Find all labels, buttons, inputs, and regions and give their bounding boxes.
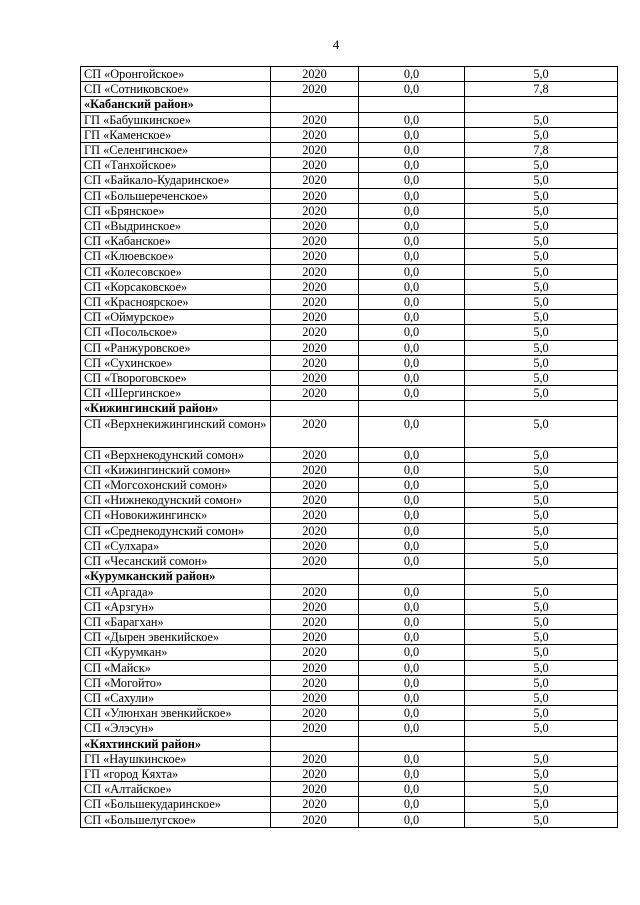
value-cell-2: 5,0 xyxy=(465,295,618,310)
value-cell-1: 0,0 xyxy=(359,614,465,629)
year-cell: 2020 xyxy=(271,219,359,234)
value-cell-1: 0,0 xyxy=(359,325,465,340)
table-body xyxy=(81,67,618,828)
value-cell-1: 0,0 xyxy=(359,706,465,721)
year-cell xyxy=(271,569,359,584)
table-row xyxy=(81,660,618,675)
table-row xyxy=(81,127,618,142)
settlement-name: СП «Сухинское» xyxy=(81,355,271,370)
value-cell-2: 5,0 xyxy=(465,721,618,736)
value-cell-2: 5,0 xyxy=(465,478,618,493)
settlement-name: СП «Верхнекодунский сомон» xyxy=(81,447,271,462)
value-cell-2: 5,0 xyxy=(465,188,618,203)
settlement-name: СП «Среднекодунский сомон» xyxy=(81,523,271,538)
year-cell: 2020 xyxy=(271,645,359,660)
value-cell-2: 5,0 xyxy=(465,493,618,508)
settlement-name: СП «Танхойское» xyxy=(81,158,271,173)
settlement-name: СП «Верхнекижингинский сомон» xyxy=(81,416,271,447)
settlement-name: СП «Дырен эвенкийское» xyxy=(81,630,271,645)
value-cell-2: 5,0 xyxy=(465,158,618,173)
district-name: «Кяхтинский район» xyxy=(81,736,271,751)
value-cell-1: 0,0 xyxy=(359,812,465,827)
table-row xyxy=(81,203,618,218)
year-cell: 2020 xyxy=(271,67,359,82)
value-cell-1: 0,0 xyxy=(359,173,465,188)
value-cell-1: 0,0 xyxy=(359,264,465,279)
value-cell-2: 5,0 xyxy=(465,584,618,599)
settlement-name: ГП «город Кяхта» xyxy=(81,766,271,781)
settlement-name: СП «Шергинское» xyxy=(81,386,271,401)
settlement-name: СП «Курумкан» xyxy=(81,645,271,660)
year-cell: 2020 xyxy=(271,371,359,386)
year-cell: 2020 xyxy=(271,310,359,325)
table-row xyxy=(81,812,618,827)
year-cell: 2020 xyxy=(271,690,359,705)
table-row xyxy=(81,675,618,690)
year-cell: 2020 xyxy=(271,386,359,401)
value-cell-2: 5,0 xyxy=(465,173,618,188)
year-cell: 2020 xyxy=(271,295,359,310)
table-row xyxy=(81,554,618,569)
value-cell-1: 0,0 xyxy=(359,797,465,812)
year-cell: 2020 xyxy=(271,279,359,294)
value-cell-1: 0,0 xyxy=(359,355,465,370)
table-row xyxy=(81,599,618,614)
year-cell: 2020 xyxy=(271,143,359,158)
district-header-row xyxy=(81,736,618,751)
table-row xyxy=(81,630,618,645)
value-cell-1: 0,0 xyxy=(359,143,465,158)
year-cell: 2020 xyxy=(271,766,359,781)
table-row xyxy=(81,219,618,234)
value-cell-1: 0,0 xyxy=(359,721,465,736)
table-row xyxy=(81,690,618,705)
value-cell-1: 0,0 xyxy=(359,112,465,127)
settlement-name: ГП «Наушкинское» xyxy=(81,751,271,766)
page-number: 4 xyxy=(332,37,340,52)
value-cell-2: 5,0 xyxy=(465,554,618,569)
value-cell-2: 5,0 xyxy=(465,630,618,645)
table-row xyxy=(81,508,618,523)
value-cell-2: 5,0 xyxy=(465,675,618,690)
year-cell xyxy=(271,97,359,112)
year-cell: 2020 xyxy=(271,706,359,721)
settlement-name: СП «Могсохонский сомон» xyxy=(81,478,271,493)
settlement-name: СП «Могойто» xyxy=(81,675,271,690)
value-cell-2: 5,0 xyxy=(465,203,618,218)
value-cell-1: 0,0 xyxy=(359,554,465,569)
value-cell-1: 0,0 xyxy=(359,234,465,249)
table-row xyxy=(81,67,618,82)
settlement-name: СП «Сахули» xyxy=(81,690,271,705)
settlement-name: СП «Кижингинский сомон» xyxy=(81,462,271,477)
settlement-name: СП «Байкало-Кударинское» xyxy=(81,173,271,188)
settlement-name: СП «Улюнхан эвенкийское» xyxy=(81,706,271,721)
year-cell: 2020 xyxy=(271,234,359,249)
value-cell-2: 5,0 xyxy=(465,660,618,675)
table-row xyxy=(81,249,618,264)
district-header-row xyxy=(81,569,618,584)
settlement-name: СП «Корсаковское» xyxy=(81,279,271,294)
settlement-name: СП «Нижнекодунский сомон» xyxy=(81,493,271,508)
value-cell-2: 5,0 xyxy=(465,462,618,477)
value-cell-2: 5,0 xyxy=(465,751,618,766)
year-cell: 2020 xyxy=(271,188,359,203)
table-row xyxy=(81,325,618,340)
year-cell: 2020 xyxy=(271,599,359,614)
value-cell-2: 5,0 xyxy=(465,127,618,142)
settlement-name: СП «Большекударинское» xyxy=(81,797,271,812)
year-cell: 2020 xyxy=(271,462,359,477)
year-cell xyxy=(271,401,359,416)
value-cell-2: 5,0 xyxy=(465,234,618,249)
value-cell-2: 5,0 xyxy=(465,386,618,401)
settlement-name: СП «Ранжуровское» xyxy=(81,340,271,355)
value-cell-1: 0,0 xyxy=(359,386,465,401)
table-row xyxy=(81,478,618,493)
value-cell-2: 5,0 xyxy=(465,416,618,447)
settlement-name: СП «Аргада» xyxy=(81,584,271,599)
table-row xyxy=(81,355,618,370)
value-cell-1: 0,0 xyxy=(359,478,465,493)
district-header-row xyxy=(81,401,618,416)
settlement-name: СП «Колесовское» xyxy=(81,264,271,279)
value-cell-2: 5,0 xyxy=(465,614,618,629)
value-cell-1: 0,0 xyxy=(359,340,465,355)
year-cell: 2020 xyxy=(271,660,359,675)
value-cell-2: 5,0 xyxy=(465,310,618,325)
value-cell-2 xyxy=(465,736,618,751)
table-row xyxy=(81,614,618,629)
value-cell-2: 5,0 xyxy=(465,690,618,705)
value-cell-1: 0,0 xyxy=(359,599,465,614)
value-cell-1: 0,0 xyxy=(359,462,465,477)
settlement-name: ГП «Селенгинское» xyxy=(81,143,271,158)
settlement-name: СП «Выдринское» xyxy=(81,219,271,234)
year-cell: 2020 xyxy=(271,812,359,827)
value-cell-2: 5,0 xyxy=(465,447,618,462)
year-cell: 2020 xyxy=(271,82,359,97)
value-cell-1: 0,0 xyxy=(359,493,465,508)
value-cell-2: 5,0 xyxy=(465,325,618,340)
year-cell: 2020 xyxy=(271,203,359,218)
value-cell-1: 0,0 xyxy=(359,630,465,645)
year-cell: 2020 xyxy=(271,523,359,538)
settlement-name: СП «Алтайское» xyxy=(81,782,271,797)
table-row xyxy=(81,295,618,310)
district-header-row xyxy=(81,97,618,112)
table-row xyxy=(81,584,618,599)
year-cell: 2020 xyxy=(271,264,359,279)
year-cell: 2020 xyxy=(271,538,359,553)
settlement-name: СП «Майск» xyxy=(81,660,271,675)
value-cell-1 xyxy=(359,736,465,751)
settlement-name: СП «Брянское» xyxy=(81,203,271,218)
value-cell-2: 5,0 xyxy=(465,599,618,614)
settlement-name: СП «Посольское» xyxy=(81,325,271,340)
value-cell-1: 0,0 xyxy=(359,67,465,82)
year-cell: 2020 xyxy=(271,340,359,355)
table-row xyxy=(81,782,618,797)
table-row xyxy=(81,706,618,721)
table-row xyxy=(81,766,618,781)
year-cell: 2020 xyxy=(271,249,359,264)
value-cell-1: 0,0 xyxy=(359,584,465,599)
value-cell-2: 5,0 xyxy=(465,371,618,386)
settlement-name: СП «Оймурское» xyxy=(81,310,271,325)
value-cell-2: 5,0 xyxy=(465,355,618,370)
table-row xyxy=(81,386,618,401)
table-row xyxy=(81,523,618,538)
value-cell-2: 5,0 xyxy=(465,508,618,523)
settlement-name: СП «Барагхан» xyxy=(81,614,271,629)
table-row xyxy=(81,371,618,386)
year-cell: 2020 xyxy=(271,508,359,523)
value-cell-2: 5,0 xyxy=(465,219,618,234)
value-cell-2: 5,0 xyxy=(465,279,618,294)
year-cell: 2020 xyxy=(271,173,359,188)
table-row xyxy=(81,188,618,203)
value-cell-2: 5,0 xyxy=(465,812,618,827)
value-cell-2 xyxy=(465,401,618,416)
year-cell xyxy=(271,736,359,751)
value-cell-1: 0,0 xyxy=(359,645,465,660)
value-cell-2: 5,0 xyxy=(465,340,618,355)
value-cell-1: 0,0 xyxy=(359,751,465,766)
table-row xyxy=(81,112,618,127)
value-cell-1 xyxy=(359,401,465,416)
settlement-name: ГП «Бабушкинское» xyxy=(81,112,271,127)
table-row xyxy=(81,447,618,462)
value-cell-1: 0,0 xyxy=(359,371,465,386)
value-cell-2: 7,8 xyxy=(465,143,618,158)
value-cell-1: 0,0 xyxy=(359,219,465,234)
year-cell: 2020 xyxy=(271,782,359,797)
year-cell: 2020 xyxy=(271,721,359,736)
settlement-name: СП «Большереченское» xyxy=(81,188,271,203)
value-cell-1: 0,0 xyxy=(359,675,465,690)
value-cell-1: 0,0 xyxy=(359,660,465,675)
table-row xyxy=(81,645,618,660)
value-cell-1: 0,0 xyxy=(359,127,465,142)
district-name: «Кижингинский район» xyxy=(81,401,271,416)
settlement-name: СП «Красноярское» xyxy=(81,295,271,310)
value-cell-1: 0,0 xyxy=(359,690,465,705)
settlement-name: СП «Сотниковское» xyxy=(81,82,271,97)
value-cell-1: 0,0 xyxy=(359,766,465,781)
year-cell: 2020 xyxy=(271,630,359,645)
value-cell-2: 5,0 xyxy=(465,782,618,797)
value-cell-2 xyxy=(465,97,618,112)
value-cell-1: 0,0 xyxy=(359,416,465,447)
settlement-name: СП «Кабанское» xyxy=(81,234,271,249)
value-cell-1: 0,0 xyxy=(359,310,465,325)
value-cell-2: 5,0 xyxy=(465,645,618,660)
year-cell: 2020 xyxy=(271,493,359,508)
settlement-name: ГП «Каменское» xyxy=(81,127,271,142)
table-row xyxy=(81,264,618,279)
year-cell: 2020 xyxy=(271,554,359,569)
year-cell: 2020 xyxy=(271,447,359,462)
table-row xyxy=(81,279,618,294)
value-cell-1: 0,0 xyxy=(359,82,465,97)
value-cell-1: 0,0 xyxy=(359,295,465,310)
value-cell-2: 5,0 xyxy=(465,112,618,127)
year-cell: 2020 xyxy=(271,112,359,127)
table-row xyxy=(81,416,618,447)
value-cell-2: 5,0 xyxy=(465,67,618,82)
table-row xyxy=(81,751,618,766)
year-cell: 2020 xyxy=(271,416,359,447)
settlement-name: СП «Арзгун» xyxy=(81,599,271,614)
table-row xyxy=(81,82,618,97)
value-cell-2: 5,0 xyxy=(465,249,618,264)
value-cell-1: 0,0 xyxy=(359,447,465,462)
district-name: «Курумканский район» xyxy=(81,569,271,584)
value-cell-1: 0,0 xyxy=(359,188,465,203)
value-cell-1: 0,0 xyxy=(359,203,465,218)
table-row xyxy=(81,721,618,736)
year-cell: 2020 xyxy=(271,158,359,173)
settlement-name: СП «Сулхара» xyxy=(81,538,271,553)
value-cell-1: 0,0 xyxy=(359,523,465,538)
table-row xyxy=(81,493,618,508)
year-cell: 2020 xyxy=(271,325,359,340)
settlement-name: СП «Элэсун» xyxy=(81,721,271,736)
value-cell-1: 0,0 xyxy=(359,279,465,294)
year-cell: 2020 xyxy=(271,797,359,812)
table-row xyxy=(81,158,618,173)
value-cell-2: 5,0 xyxy=(465,523,618,538)
table-row xyxy=(81,310,618,325)
settlement-name: СП «Чесанский сомон» xyxy=(81,554,271,569)
settlement-name: СП «Новокижингинск» xyxy=(81,508,271,523)
table-row xyxy=(81,462,618,477)
value-cell-1: 0,0 xyxy=(359,249,465,264)
value-cell-1: 0,0 xyxy=(359,538,465,553)
settlement-name: СП «Клюевское» xyxy=(81,249,271,264)
value-cell-2: 5,0 xyxy=(465,797,618,812)
settlement-name: СП «Твороговское» xyxy=(81,371,271,386)
table-row xyxy=(81,340,618,355)
year-cell: 2020 xyxy=(271,751,359,766)
value-cell-1: 0,0 xyxy=(359,158,465,173)
value-cell-2: 5,0 xyxy=(465,538,618,553)
value-cell-1 xyxy=(359,569,465,584)
value-cell-2: 5,0 xyxy=(465,706,618,721)
data-table xyxy=(80,66,618,828)
value-cell-1 xyxy=(359,97,465,112)
value-cell-2: 5,0 xyxy=(465,766,618,781)
table-row xyxy=(81,797,618,812)
year-cell: 2020 xyxy=(271,478,359,493)
value-cell-2 xyxy=(465,569,618,584)
settlement-name: СП «Оронгойское» xyxy=(81,67,271,82)
settlement-name: СП «Большелугское» xyxy=(81,812,271,827)
table-row xyxy=(81,143,618,158)
year-cell: 2020 xyxy=(271,127,359,142)
year-cell: 2020 xyxy=(271,584,359,599)
value-cell-2: 5,0 xyxy=(465,264,618,279)
year-cell: 2020 xyxy=(271,675,359,690)
district-name: «Кабанский район» xyxy=(81,97,271,112)
year-cell: 2020 xyxy=(271,614,359,629)
table-row xyxy=(81,538,618,553)
year-cell: 2020 xyxy=(271,355,359,370)
value-cell-2: 7,8 xyxy=(465,82,618,97)
table-row xyxy=(81,173,618,188)
value-cell-1: 0,0 xyxy=(359,508,465,523)
value-cell-1: 0,0 xyxy=(359,782,465,797)
table-row xyxy=(81,234,618,249)
